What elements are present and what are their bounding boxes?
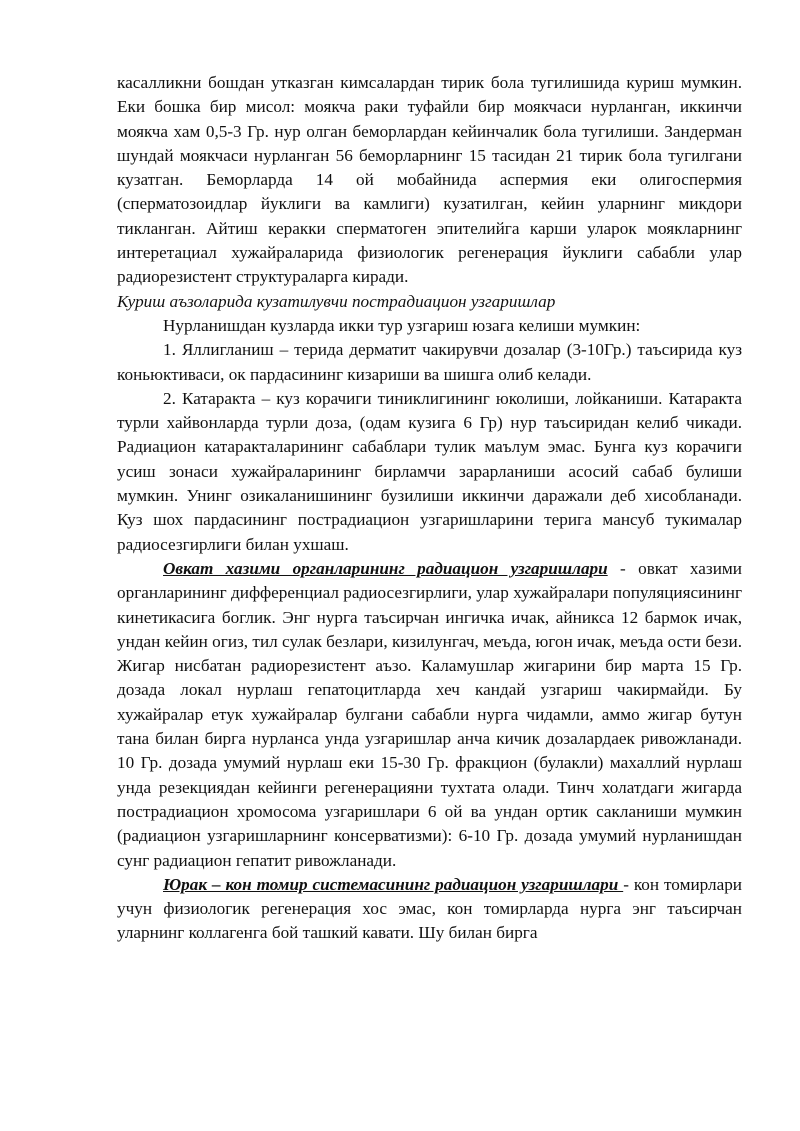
paragraph-cardiovascular [117, 873, 742, 946]
section-title-cardiovascular: Юрак – кон томир системасининг радиацион узгаришлари [163, 874, 624, 894]
paragraph-cataract: 2. Катаракта – куз корачиги тиниклигининг юколиши, лойканиши. Катаракта турли хайвонларда турли доза, (одам кузига 6 Гр) нур таъсиридан келиб чикади. Радиацион катаракталарининг сабаблари тулик маълум эмас. Бунга куз корачиги усиш зонаси хужайраларининг бирламчи зарарланиши асосий сабаб булиши мумкин. Унинг озикаланишининг бузилиши иккинчи даражали деб хисобланади. Куз шох пардасининг пострадиацион узгаришларини терига мансуб тукималар радиосезгирлиги билан ухшаш. [117, 388, 742, 554]
paragraph-intro: касалликни бошдан утказган кимсалардан тирик бола тугилишида куриш мумкин. Еки бошка бир мисол: моякча раки туфайли бир моякчаси нурланган, иккинчи моякча хам 0,5-3 Гр. нур олган беморлардан кейинчалик бола тугилиши. Зандерман шундай моякчаси нурланган 56 беморларнинг 15 тасидан 21 тирик бола тугилгани кузатган. Беморларда 14 ой мобайнида аспермия еки олигоспермия (сперматозоидлар йуклиги ва камлиги) кузатилган, кейин уларнинг микдори тикланган. Айтиш керакки сперматоген эпителийга карши уларок моякларнинг интеретациал хужайраларида физиологик регенерация йуклиги сабабли улар радиорезистент структураларга киради. [117, 73, 742, 287]
paragraph-eye-types: Нурланишдан кузларда икки тур узгариш юзага келиши мумкин: [163, 315, 641, 335]
paragraph-inflammation: 1. Яллигланиш – терида дерматит чакирувчи дозалар (3-10Гр.) таъсирида куз коньюктиваси, ок пардасининг кизариши ва шишга олиб келади. [117, 340, 742, 384]
section-title-digestive: Овкат хазими органларининг радиацион узгаришлари [163, 558, 608, 578]
paragraph-digestive [117, 557, 742, 873]
paragraph-cardiovascular-body: - кон томирлари учун физиологик регенерация хос эмас, кон томирларда нурга энг таъсирчан уларнинг коллагенга бой ташкий кавати. Шу билан бирга [117, 874, 743, 943]
paragraph-digestive-body: - овкат хазими органларининг дифференциал радиосезгирлиги, улар хужайралари популяциясининг кинетикасига боглик. Энг нурга таъсирчан ингичка ичак, айникса 12 бармок ичак, ундан кейин огиз, тил сулак безлари, кизилунгач, меъда, югон ичак, меъда ости бези. Жигар нисбатан радиорезистент аъзо. Каламушлар жигарини бир марта 15 Гр. дозада локал нурлаш гепатоцитларда хеч кандай узгариш чакирмайди. Бу хужайралар етук хужайралар булгани сабабли нурга чидамли, аммо жигар бутун тана билан бирга нурланса унда узгаришлар анча кичик дозалардаек ривожланади. 10 Гр. дозада умумий нурлаш еки 15-30 Гр. фракцион (булакли) махаллий нурлаш унда резекциядан кейинги регенерацияни тухтата олади. Тинч холатдаги жигарда пострадиацион хромосома узгаришлари 6 ой ва ундан ортик сакланиши мумкин (радиацион узгаришларнинг консерватизми): 6-10 Гр. дозада умумий нурланишдан сунг радиацион гепатит ривожланади. [117, 558, 742, 870]
section-heading-eye-changes: Куриш аъзоларида кузатилувчи пострадиацион узгаришлар [117, 291, 556, 311]
document-page [117, 71, 742, 946]
